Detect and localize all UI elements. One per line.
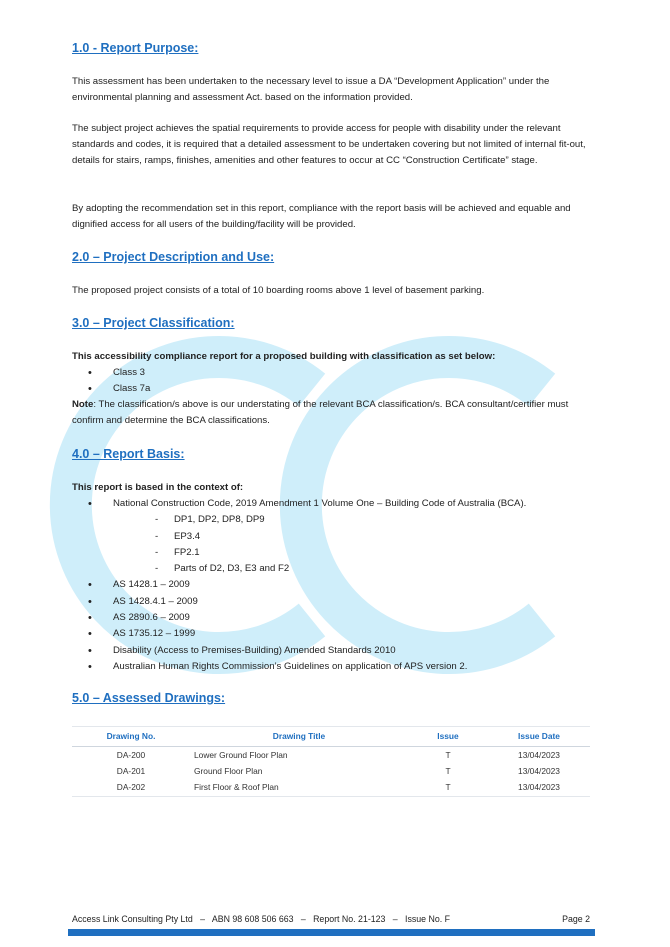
table-row: [72, 779, 590, 796]
drawing-title: Ground Floor Plan: [194, 766, 263, 777]
sub-list-item: - DP1, DP2, DP8, DP9: [113, 512, 592, 528]
purpose-paragraph-3: By adopting the recommendation set in this report, compliance with the report basis will be achieved and equable and dignified access for all users of the building/facility will be provided.: [72, 203, 571, 231]
list-item: • AS 2890.6 – 2009: [72, 610, 592, 626]
list-item: • Class 3: [72, 365, 592, 381]
list-item: • AS 1428.4.1 – 2009: [72, 594, 592, 610]
note-label: Note: [72, 399, 94, 410]
column-header: Drawing Title: [190, 727, 408, 747]
sub-list-item: - Parts of D2, D3, E3 and F2: [113, 561, 592, 577]
heading-project-description: 2.0 – Project Description and Use:: [72, 250, 275, 264]
classification-intro: This accessibility compliance report for a proposed building with classification as set below:: [72, 351, 496, 362]
classification-note: [72, 397, 592, 429]
drawing-title: Lower Ground Floor Plan: [194, 750, 288, 760]
heading-report-purpose: 1.0 - Report Purpose:: [72, 41, 199, 55]
list-item: • Australian Human Rights Commission’s Guidelines on application of APS version 2.: [72, 659, 592, 675]
drawing-issue-date: 13/04/2023: [518, 766, 560, 777]
purpose-paragraph-1: This assessment has been undertaken to the necessary level to issue a DA “Development Application” under the environmental planning and assessment Act. based on the information provided.: [72, 76, 550, 104]
note-text: : The classification/s above is our understating of the relevant BCA classification/s. BCA consultant/certifier must confirm and determine the BCA classifications.: [72, 399, 569, 427]
drawing-issue: T: [445, 750, 451, 760]
drawing-issue: T: [445, 766, 451, 777]
purpose-paragraph-2: The subject project achieves the spatial requirements to provide access for people with disability under the relevant standards and codes, it is required that a detailed assessment to be undertaken covering but not limited of internal fit-out, details for stairs, ramps, finishes, amenities and other features to occur at CC “Construction Certificate” stage.: [72, 123, 586, 167]
drawings-table: [72, 726, 590, 797]
sub-list-item: - EP3.4: [113, 529, 592, 545]
footer-bar: [68, 929, 595, 936]
drawing-issue: T: [408, 779, 488, 796]
drawing-title: First Floor & Roof Plan: [190, 779, 408, 796]
basis-list: [72, 496, 592, 675]
column-header: Issue: [408, 727, 488, 747]
drawing-number: DA-202: [72, 779, 190, 796]
column-header: Drawing No.: [72, 727, 190, 747]
page-footer: [72, 914, 590, 924]
basis-intro: This report is based in the context of:: [72, 482, 244, 493]
heading-report-basis: 4.0 – Report Basis:: [72, 447, 185, 461]
ncc-sub-list: [113, 512, 592, 577]
list-item: • AS 1428.1 – 2009: [72, 577, 592, 593]
list-item: • AS 1735.12 – 1999: [72, 626, 592, 642]
page-number: Page 2: [562, 914, 590, 924]
heading-assessed-drawings: 5.0 – Assessed Drawings:: [72, 691, 226, 705]
table-row: [72, 763, 590, 779]
list-item: [72, 496, 592, 577]
sub-list-item: - FP2.1: [113, 545, 592, 561]
table-header-row: [72, 727, 590, 747]
drawing-number: DA-200: [116, 750, 146, 760]
footer-company-info: Access Link Consulting Pty Ltd – ABN 98 608 506 663 – Report No. 21-123 – Issue No. F: [72, 914, 450, 924]
column-header: Issue Date: [488, 727, 590, 747]
drawing-issue-date: 13/04/2023: [488, 779, 590, 796]
description-text: The proposed project consists of a total of 10 boarding rooms above 1 level of basement parking.: [72, 285, 485, 296]
list-item: • Class 7a: [72, 381, 592, 397]
drawing-issue-date: 13/04/2023: [518, 750, 560, 760]
classification-list: [72, 365, 592, 398]
ncc-item: National Construction Code, 2019 Amendment 1 Volume One – Building Code of Australia (BCA).: [113, 498, 527, 509]
table-row: [72, 747, 590, 764]
list-item: • Disability (Access to Premises-Building) Amended Standards 2010: [72, 643, 592, 659]
drawing-number: DA-201: [116, 766, 146, 777]
heading-project-classification: 3.0 – Project Classification:: [72, 316, 235, 330]
